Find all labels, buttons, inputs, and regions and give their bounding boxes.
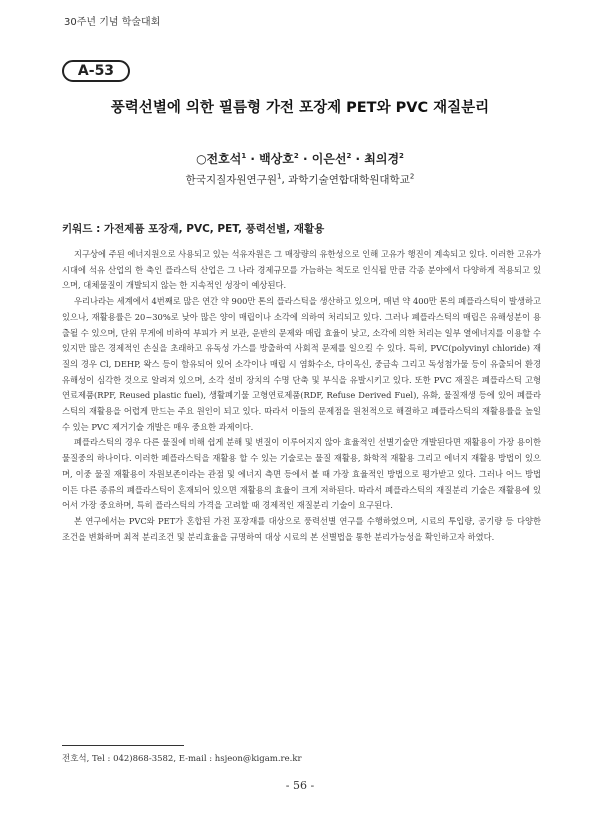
author-list — [0, 150, 600, 167]
author-affil-mark: 2 — [346, 152, 352, 160]
body-paragraph: 본 연구에서는 PVC와 PET가 혼합된 가전 포장재를 대상으로 풍력선별 연구를 수행하였으며, 시료의 투입량, 공기량 등 다양한 조건을 변화하며 최적 분리조건 및 분리효율을 규명하여 대상 시료의 본 선별법을 통한 분리가능성을 확인하고자 하였다. — [62, 515, 541, 542]
author-name: ○전호석 — [196, 152, 242, 166]
affiliation-mark: 2 — [409, 172, 415, 181]
keywords-line — [62, 221, 324, 236]
paper-title: 풍력선별에 의한 필름형 가전 포장제 PET와 PVC 재질분리 — [110, 100, 490, 116]
author-separator: · — [246, 152, 260, 166]
author-separator: · — [351, 152, 365, 166]
author-name: 백상호 — [259, 152, 294, 166]
affiliation-name: 과학기술연합대학원대학교 — [288, 174, 410, 186]
author-affil-mark: 2 — [399, 152, 404, 160]
conference-header: 30주년 기념 학술대회 — [64, 17, 161, 28]
author-name: 이은선 — [311, 152, 347, 166]
affiliation-separator: , — [281, 174, 289, 186]
footnote-divider — [62, 745, 184, 746]
body-paragraph: 폐플라스틱의 경우 다른 물질에 비해 쉽게 분해 및 변질이 이루어지지 않아 효율적인 선별기술만 개발된다면 재활용이 가장 용이한 물질중의 하나이다. 이러한 폐플라스틱을 재활용 할 수 있는 기술로는 물질 재활용, 화학적 재활용 그리고 에너지 재활용 방법이 있으며, 이중 물질 재활용이 자원보존이라는 관점 및 에너지 측면 등에서 볼 때 가장 효율적인 방법으로 평가받고 있다. 그러나 어느 방법이든 다른 종류의 폐플라스틱이 혼재되어 있으면 재활용의 효율이 크게 저하된다. 따라서 폐플라스틱의 재질분리 기술은 재활용에 있어서 가장 중요하며, 특히 플라스틱의 가격을 고려할 때 경제적인 재질분리 기술이 요구된다. — [62, 437, 541, 511]
author-separator: · — [298, 152, 312, 166]
author-affil-mark: 1 — [241, 152, 247, 160]
body-paragraph: 지구상에 주된 에너지원으로 사용되고 있는 석유자원은 그 매장량의 유한성으로 인해 고유가 행진이 계속되고 있다. 이러한 고유가 시대에 석유 산업의 한 축인 플라스틱 산업은 그 나라 경제규모를 가늠하는 척도로 인식될 만큼 각종 분야에서 다양하게 적용되고 있으며, 대체물질이 개발되지 않는 한 지속적인 성장이 예상된다. — [62, 249, 541, 291]
footnote: 전호석, Tel : 042)868-3582, E-mail : hsjeon@kigam.re.kr — [62, 754, 302, 764]
body-text — [62, 247, 541, 545]
affiliation-mark: 1 — [276, 172, 282, 181]
affiliation-name: 한국지질자원연구원 — [185, 174, 277, 186]
page-number: - 56 - — [285, 779, 315, 792]
keywords-value: 가전제품 포장재, PVC, PET, 풍력선별, 재활용 — [103, 223, 325, 235]
author-name: 최의경 — [364, 152, 400, 166]
author-affil-mark: 2 — [293, 152, 299, 160]
keywords-label: 키워드 : — [62, 223, 101, 235]
paper-code-badge: A-53 — [62, 60, 130, 82]
affiliation-list — [0, 172, 600, 187]
body-paragraph: 우리나라는 세계에서 4번째로 많은 연간 약 900만 톤의 플라스틱을 생산하고 있으며, 매년 약 400만 톤의 폐플라스틱이 발생하고 있으나, 재활용률은 20~30%로 낮아 많은 양이 매립이나 소각에 의하여 처리되고 있다. 그러나 폐플라스틱의 매립은 유해성분이 용출될 수 있으며, 단위 무게에 비하여 부피가 커 보관, 운반의 문제와 매립 효율이 낮고, 소각에 의한 처리는 일부 열에너지를 이용할 수 있지만 많은 경제적인 손실을 초래하고 유독성 가스를 방출하여 사회적 문제를 일으킬 수 있다. 특히, PVC(polyvinyl chloride) 재질의 경우 Cl, DEHP, 왁스 등이 함유되어 있어 소각이나 매립 시 염화수소, 다이옥신, 중금속 그리고 독성첨가물 등이 유출되어 환경 유해성이 심각한 것으로 알려져 있으며, 소각 설비 장치의 수명 단축 및 부식을 유발시키고 있다. 또한 PVC 재질은 폐플라스틱 고형연료제품(RPF, Reused plastic fuel), 생활폐기물 고형연료제품(RDF, Refuse Derived Fuel), 유화, 물질재생 등에 있어 폐플라스틱의 재활용을 어렵게 만드는 주요 원인이 되고 있다. 따라서 이들의 문제점을 원천적으로 해결하고 폐플라스틱의 재활용률을 높일 수 있는 PVC 제거기술 개발은 매우 중요한 과제이다. — [62, 296, 541, 432]
